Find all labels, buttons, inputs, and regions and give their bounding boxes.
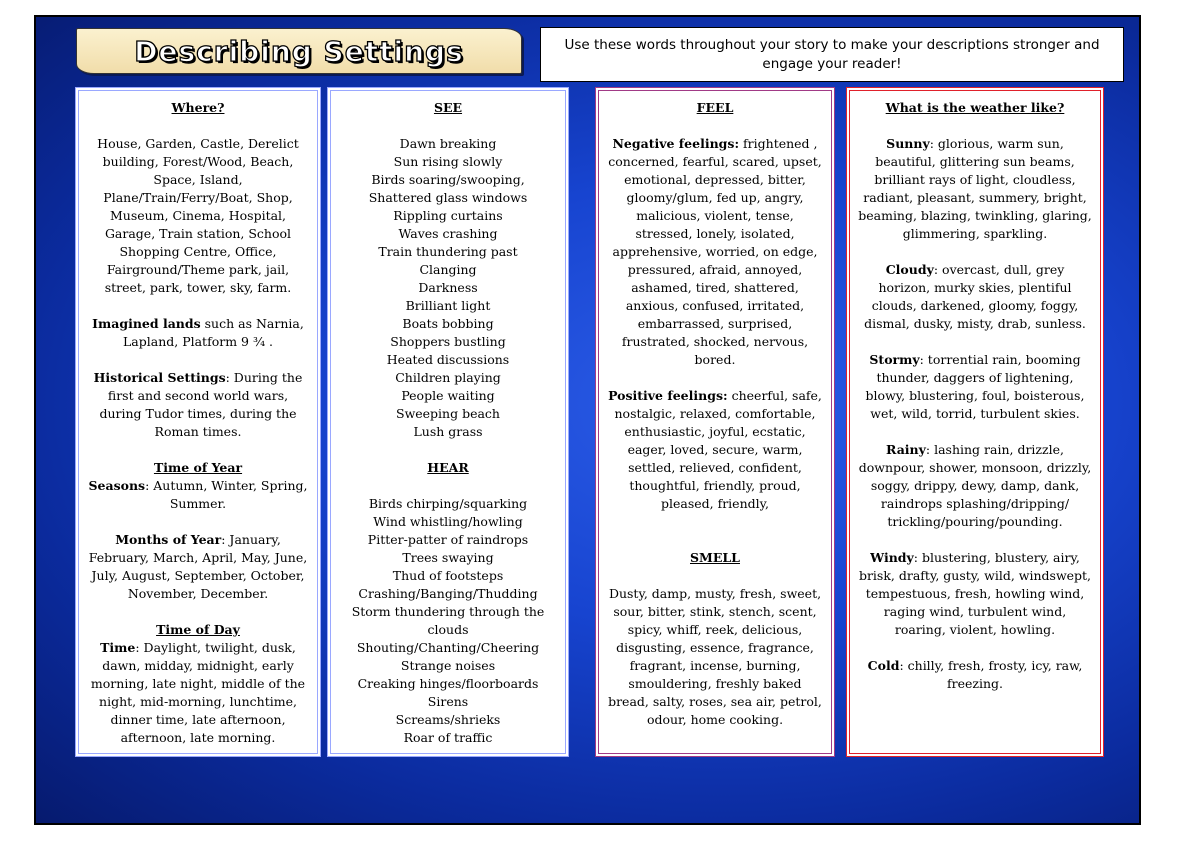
feel-heading: FEEL — [696, 100, 734, 115]
see-list-item: Train thundering past — [378, 244, 518, 259]
see-list-item: Sweeping beach — [396, 406, 500, 421]
positive-feelings — [607, 387, 823, 513]
months-text: : January, February, March, April, May, June, July, August, September, October, November, December. — [88, 532, 308, 601]
stormy-text: : torrential rain, booming thunder, daggers of lightening, blowy, blustering, foul, boisterous, wet, wild, torrid, turbulent skies. — [865, 352, 1085, 421]
cloudy — [858, 261, 1092, 333]
hear-list-item: Wind whistling/howling — [373, 514, 523, 529]
hear-list-item: Screams/shrieks — [395, 712, 501, 727]
hear-list-item: Creaking hinges/floorboards — [357, 676, 539, 691]
see-list-item: Sun rising slowly — [393, 154, 503, 169]
see-heading: SEE — [433, 100, 463, 115]
windy-label: Windy — [870, 550, 914, 565]
cold — [858, 657, 1092, 693]
see-list-item: Shoppers bustling — [390, 334, 506, 349]
hear-list-item: Storm thundering through the clouds — [351, 604, 545, 637]
weather-heading: What is the weather like? — [885, 100, 1065, 115]
positive-label: Positive feelings: — [608, 388, 728, 403]
cloudy-label: Cloudy — [885, 262, 934, 277]
imagined-text: such as Narnia, Lapland, Platform 9 ¾ . — [122, 316, 304, 349]
hear-list-item: Birds chirping/squarking — [368, 496, 528, 511]
seasons — [87, 477, 309, 513]
see-list — [339, 135, 557, 441]
weather-column — [846, 87, 1104, 757]
seasons-text: : Autumn, Winter, Spring, Summer. — [145, 478, 308, 511]
hear-list-item: Trees swaying — [402, 550, 494, 565]
title-banner — [76, 28, 522, 74]
see-list-item: Children playing — [395, 370, 501, 385]
seasons-label: Seasons — [88, 478, 146, 493]
windy-text: : blustering, blustery, airy, brisk, drafty, gusty, wild, windswept, tempestuous, fresh, howling wind, raging wind, turbulent wind, roaring, violent, howling. — [858, 550, 1092, 637]
windy — [858, 549, 1092, 639]
imagined-label: Imagined lands — [92, 316, 201, 331]
time-text: : Daylight, twilight, dusk, dawn, midday, midnight, early morning, late night, middle of the night, mid-morning, lunchtime, dinner time, late afternoon, afternoon, late morning. — [90, 640, 306, 745]
stormy-label: Stormy — [869, 352, 920, 367]
see-list-item: Boats bobbing — [402, 316, 494, 331]
rainy-label: Rainy — [886, 442, 926, 457]
hear-list-item: Sirens — [427, 694, 469, 709]
see-list-item: Clanging — [419, 262, 477, 277]
hear-list — [339, 495, 557, 747]
hear-list-item: Thud of footsteps — [392, 568, 504, 583]
smell-text: Dusty, damp, musty, fresh, sweet, sour, bitter, stink, stench, scent, spicy, whiff, reek, delicious, disgusting, essence, fragrance, fragrant, incense, burning, smouldering, freshly baked bread, salty, roses, sea air, petrol, odour, home cooking. — [608, 586, 822, 727]
rainy — [858, 441, 1092, 531]
hear-list-item: Pitter-patter of raindrops — [367, 532, 529, 547]
see-list-item: Lush grass — [413, 424, 483, 439]
see-list-item: Shattered glass windows — [368, 190, 528, 205]
hear-heading: HEAR — [427, 460, 469, 475]
stormy — [858, 351, 1092, 423]
feel-smell-column — [595, 87, 835, 757]
sunny — [858, 135, 1092, 243]
hear-list-item: Shouting/Chanting/Cheering — [356, 640, 540, 655]
intro-text: Use these words throughout your story to make your descriptions stronger and engage your reader! — [564, 36, 1100, 72]
negative-text: frightened , concerned, fearful, scared, upset, emotional, depressed, bitter, gloomy/glum, fed up, angry, malicious, violent, tense, stressed, lonely, isolated, apprehensive, worried, on edge, pressured, afraid, annoyed, ashamed, tired, shattered, anxious, confused, irritated, embarrassed, surprised, frustrated, shocked, nervous, bored. — [608, 136, 822, 367]
page-title: Describing Settings — [134, 34, 464, 68]
see-list-item: Rippling curtains — [393, 208, 503, 223]
imagined-lands — [87, 315, 309, 351]
see-list-item: Waves crashing — [398, 226, 498, 241]
cloudy-text: : overcast, dull, grey horizon, murky skies, plentiful clouds, darkened, gloomy, foggy, dismal, dusky, misty, drab, sunless. — [864, 262, 1086, 331]
sunny-label: Sunny — [886, 136, 930, 151]
historical-text: : During the first and second world wars, during Tudor times, during the Roman times. — [99, 370, 303, 439]
time-of-day-heading: Time of Day — [156, 622, 240, 637]
time-of-day — [87, 639, 309, 747]
months-label: Months of Year — [115, 532, 222, 547]
where-column — [75, 87, 321, 757]
months-of-year — [87, 531, 309, 603]
cold-label: Cold — [867, 658, 900, 673]
historical-settings — [87, 369, 309, 441]
see-list-item: Birds soaring/swooping, — [371, 172, 525, 187]
see-hear-column — [327, 87, 569, 757]
time-of-year-heading: Time of Year — [153, 460, 243, 475]
places-text: House, Garden, Castle, Derelict building, Forest/Wood, Beach, Space, Island, Plane/Train/Ferry/Boat, Shop, Museum, Cinema, Hospital, Garage, Train station, School Shopping Centre, Office, Fairground/Theme park, jail, street, park, tower, sky, farm. — [97, 136, 299, 295]
negative-feelings — [607, 135, 823, 369]
smell-heading: SMELL — [690, 550, 740, 565]
see-list-item: Brilliant light — [405, 298, 491, 313]
where-heading: Where? — [171, 100, 225, 115]
rainy-text: : lashing rain, drizzle, downpour, shower, monsoon, drizzly, soggy, drippy, dewy, damp, dank, raindrops splashing/dripping/ trickling/pouring/pounding. — [858, 442, 1092, 529]
hear-list-item: Strange noises — [400, 658, 496, 673]
hear-list-item: Crashing/Banging/Thudding — [358, 586, 538, 601]
see-list-item: People waiting — [401, 388, 495, 403]
intro-box — [540, 27, 1124, 82]
time-label: Time — [100, 640, 136, 655]
see-list-item: Darkness — [418, 280, 478, 295]
negative-label: Negative feelings: — [612, 136, 740, 151]
positive-text: cheerful, safe, nostalgic, relaxed, comfortable, enthusiastic, joyful, ecstatic, eager, loved, secure, warm, settled, relieved, confident, thoughtful, friendly, proud, pleased, friendly, — [614, 388, 822, 511]
see-list-item: Heated discussions — [386, 352, 510, 367]
see-list-item: Dawn breaking — [399, 136, 497, 151]
sunny-text: : glorious, warm sun, beautiful, glittering sun beams, brilliant rays of light, cloudless, radiant, pleasant, summery, bright, beaming, blazing, twinkling, glaring, glimmering, sparkling. — [858, 136, 1092, 241]
historical-label: Historical Settings — [93, 370, 226, 385]
hear-list-item: Roar of traffic — [403, 730, 493, 745]
cold-text: : chilly, fresh, frosty, icy, raw, freezing. — [899, 658, 1083, 691]
